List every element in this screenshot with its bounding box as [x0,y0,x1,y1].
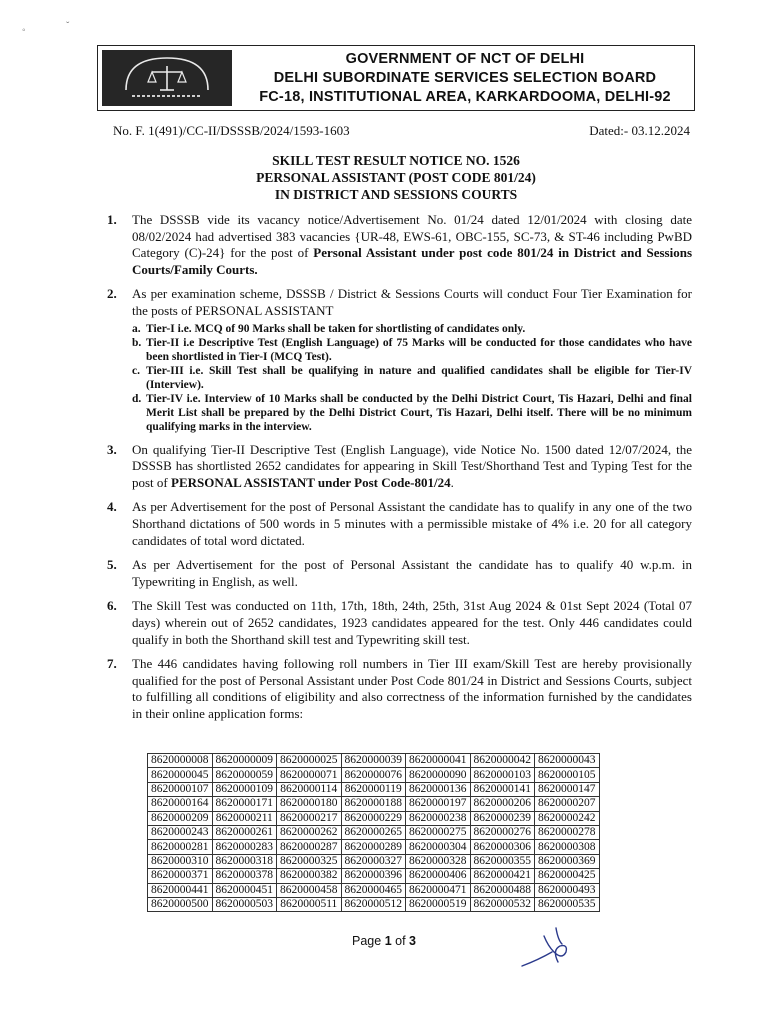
paragraph-4 [107,499,692,549]
paragraph-emphasis: Personal Assistant under post code 801/24 in District and Sessions Courts/Family Courts. [132,245,693,277]
roll-number-cell: 8620000512 [341,897,406,911]
board-name: DELHI SUBORDINATE SERVICES SELECTION BOARD [273,70,657,86]
roll-number-table [147,753,600,912]
roll-number-cell: 8620000243 [148,825,213,839]
signature [518,922,574,972]
roll-number-cell: 8620000207 [535,797,600,811]
roll-number-cell: 8620000239 [470,811,535,825]
roll-number-cell: 8620000511 [277,897,342,911]
tier-item [132,322,692,336]
roll-number-cell: 8620000318 [212,854,277,868]
paragraph-5 [107,557,692,590]
roll-number-cell: 8620000421 [470,869,535,883]
paragraph-text: As per examination scheme, DSSSB / District & Sessions Courts will conduct Four Tier Examination for the posts of PERSONAL ASSISTANT [132,286,692,318]
roll-number-cell: 8620000265 [341,825,406,839]
roll-number-cell: 8620000197 [406,797,471,811]
paragraph-emphasis: PERSONAL ASSISTANT under Post Code-801/24 [171,474,451,490]
roll-number-cell: 8620000039 [341,754,406,768]
roll-number-cell: 8620000287 [277,840,342,854]
tier-text: Tier-II i.e Descriptive Test (English Language) of 75 Marks will be conducted for those candidates who have been shortlisted in Tier-I (MCQ Test). [146,336,692,363]
paragraph-text: The 446 candidates having following roll numbers in Tier III exam/Skill Test are hereby provisionally qualified for the post of Personal Assistant under Post Code 801/24 in District and Sessions Courts, subject to fulfilling all conditions of eligibility and also correctness of the information furnished by the candidates in their online application forms: [132,656,692,721]
tier-letter: b. [132,336,142,349]
roll-number-cell: 8620000278 [535,825,600,839]
roll-number-cell: 8620000206 [470,797,535,811]
roll-number-cell: 8620000325 [277,854,342,868]
table-row [148,768,600,782]
roll-number-cell: 8620000310 [148,854,213,868]
paragraph-2 [107,286,692,319]
roll-number-cell: 8620000488 [470,883,535,897]
roll-number-cell: 8620000371 [148,869,213,883]
roll-number-cell: 8620000535 [535,897,600,911]
roll-number-cell: 8620000275 [406,825,471,839]
roll-number-cell: 8620000188 [341,797,406,811]
paragraph-number: 1. [107,212,117,227]
roll-number-cell: 8620000289 [341,840,406,854]
roll-number-cell: 8620000180 [277,797,342,811]
page-total: 3 [409,934,416,948]
page-current: 1 [384,934,392,948]
roll-number-cell: 8620000465 [341,883,406,897]
roll-number-cell: 8620000059 [212,768,277,782]
table-row [148,883,600,897]
title-line-3: IN DISTRICT AND SESSIONS COURTS [274,187,518,202]
roll-number-cell: 8620000242 [535,811,600,825]
page-label: Page [352,934,385,948]
paragraph-number: 5. [107,557,117,573]
roll-number-cell: 8620000042 [470,754,535,768]
roll-number-cell: 8620000281 [148,840,213,854]
tier-text: Tier-IV i.e. Interview of 10 Marks shall be conducted by the Delhi District Court, Tis Hazari, Delhi and final Merit List shall be prepared by the Delhi District Court, Tis Hazari, Delhi itself. There will be no minimum qualifying marks in the interview. [146,392,692,433]
paragraph-text: As per Advertisement for the post of Personal Assistant the candidate has to qualify in any one of the two Shorthand dictations of 500 words in 5 minutes with a permissible mistake of 4% i.e. 20 for all category candidates of total word dictated. [132,499,692,548]
roll-number-cell: 8620000076 [341,768,406,782]
board-address: FC-18, INSTITUTIONAL AREA, KARKARDOOMA, DELHI-92 [259,89,671,105]
paragraph-text: The Skill Test was conducted on 11th, 17th, 18th, 24th, 25th, 31st Aug 2024 & 01st Sept 2024 (Total 07 days) wherein out of 2652 candidates, 1923 candidates appeared for the test. Only 446 candidates could qualify in both the Shorthand skill test and Typewriting skill test. [132,598,692,647]
paragraph-7 [107,656,692,722]
scan-mark: ◦ [22,25,26,36]
roll-number-cell: 8620000493 [535,883,600,897]
roll-number-cell: 8620000147 [535,782,600,796]
title-line-1: SKILL TEST RESULT NOTICE NO. 1526 [272,153,520,168]
scan-mark: ˇ [66,21,70,32]
tier-list [107,322,692,434]
roll-number-cell: 8620000328 [406,854,471,868]
paragraph-text: The DSSSB vide its vacancy notice/Advertisement No. 01/24 dated 12/01/2024 with closing date 08/02/2024 had advertised 383 vacancies {UR-48, EWS-61, OBC-155, SC-73, & ST-46 including PwBD Category (C)-24} for the post of [132,212,692,261]
paragraph-tail: . [450,474,454,490]
roll-number-cell: 8620000262 [277,825,342,839]
roll-number-cell: 8620000355 [470,854,535,868]
roll-number-cell: 8620000008 [148,754,213,768]
roll-number-cell: 8620000276 [470,825,535,839]
roll-number-cell: 8620000327 [341,854,406,868]
govt-name: GOVERNMENT OF NCT OF DELHI [345,51,585,67]
roll-number-cell: 8620000503 [212,897,277,911]
roll-number-cell: 8620000306 [470,840,535,854]
table-row [148,811,600,825]
roll-number-cell: 8620000141 [470,782,535,796]
paragraph-6 [107,598,692,648]
roll-number-cell: 8620000238 [406,811,471,825]
paragraph-1 [107,212,692,278]
roll-number-cell: 8620000406 [406,869,471,883]
roll-number-cell: 8620000114 [277,782,342,796]
tier-letter: a. [132,322,141,335]
notice-body [107,212,692,730]
roll-number-cell: 8620000441 [148,883,213,897]
roll-number-cell: 8620000308 [535,840,600,854]
tier-text: Tier-III i.e. Skill Test shall be qualifying in nature and qualified candidates shall be eligible for Tier-IV (Interview). [146,364,692,391]
roll-number-cell: 8620000009 [212,754,277,768]
notice-title [97,152,695,203]
page-footer [0,934,768,948]
roll-number-cell: 8620000229 [341,811,406,825]
roll-number-cell: 8620000304 [406,840,471,854]
roll-number-cell: 8620000136 [406,782,471,796]
paragraph-number: 7. [107,656,117,672]
roll-number-cell: 8620000090 [406,768,471,782]
roll-number-cell: 8620000071 [277,768,342,782]
dsssb-logo [102,50,232,106]
title-line-2: PERSONAL ASSISTANT (POST CODE 801/24) [256,170,536,185]
tier-text: Tier-I i.e. MCQ of 90 Marks shall be taken for shortlisting of candidates only. [146,322,526,335]
table-row [148,825,600,839]
tier-item [132,392,692,434]
tier-letter: c. [132,364,140,377]
roll-number-cell: 8620000382 [277,869,342,883]
tier-letter: d. [132,392,142,405]
paragraph-number: 6. [107,598,117,614]
roll-number-cell: 8620000164 [148,797,213,811]
roll-number-cell: 8620000209 [148,811,213,825]
roll-number-cell: 8620000378 [212,869,277,883]
table-row [148,854,600,868]
table-row [148,869,600,883]
table-row [148,797,600,811]
roll-number-cell: 8620000425 [535,869,600,883]
roll-number-cell: 8620000105 [535,768,600,782]
table-row [148,840,600,854]
roll-number-cell: 8620000532 [470,897,535,911]
roll-number-cell: 8620000045 [148,768,213,782]
roll-number-cell: 8620000171 [212,797,277,811]
paragraph-number: 4. [107,499,117,515]
roll-number-cell: 8620000107 [148,782,213,796]
letterhead [97,45,695,111]
roll-number-cell: 8620000471 [406,883,471,897]
paragraph-number: 3. [107,441,117,457]
file-number: No. F. 1(491)/CC-II/DSSSB/2024/1593-1603 [113,123,350,138]
roll-number-cell: 8620000025 [277,754,342,768]
roll-number-cell: 8620000458 [277,883,342,897]
roll-number-cell: 8620000041 [406,754,471,768]
roll-number-cell: 8620000103 [470,768,535,782]
notice-date: Dated:- 03.12.2024 [589,123,690,138]
paragraph-3 [107,442,692,492]
paragraph-number: 2. [107,286,117,302]
roll-number-cell: 8620000043 [535,754,600,768]
roll-number-cell: 8620000451 [212,883,277,897]
paragraph-text: As per Advertisement for the post of Personal Assistant the candidate has to qualify 40 w.p.m. in Typewriting in English, as well. [132,557,692,589]
paragraph-text: On qualifying Tier-II Descriptive Test (English Language), vide Notice No. 1500 dated 12/07/2024, the DSSSB has shortlisted 2652 candidates for appearing in Skill Test/Shorthand Test and Typing Test for the post of [132,441,692,490]
roll-number-cell: 8620000217 [277,811,342,825]
letterhead-text [238,50,692,107]
table-row [148,897,600,911]
table-row [148,782,600,796]
roll-number-cell: 8620000109 [212,782,277,796]
roll-number-cell: 8620000261 [212,825,277,839]
roll-number-cell: 8620000369 [535,854,600,868]
roll-number-cell: 8620000500 [148,897,213,911]
page-of-label: of [391,934,410,948]
roll-number-cell: 8620000211 [212,811,277,825]
table-row [148,754,600,768]
roll-number-cell: 8620000396 [341,869,406,883]
tier-item [132,336,692,364]
roll-number-cell: 8620000283 [212,840,277,854]
roll-number-cell: 8620000119 [341,782,406,796]
tier-item [132,364,692,392]
roll-number-cell: 8620000519 [406,897,471,911]
